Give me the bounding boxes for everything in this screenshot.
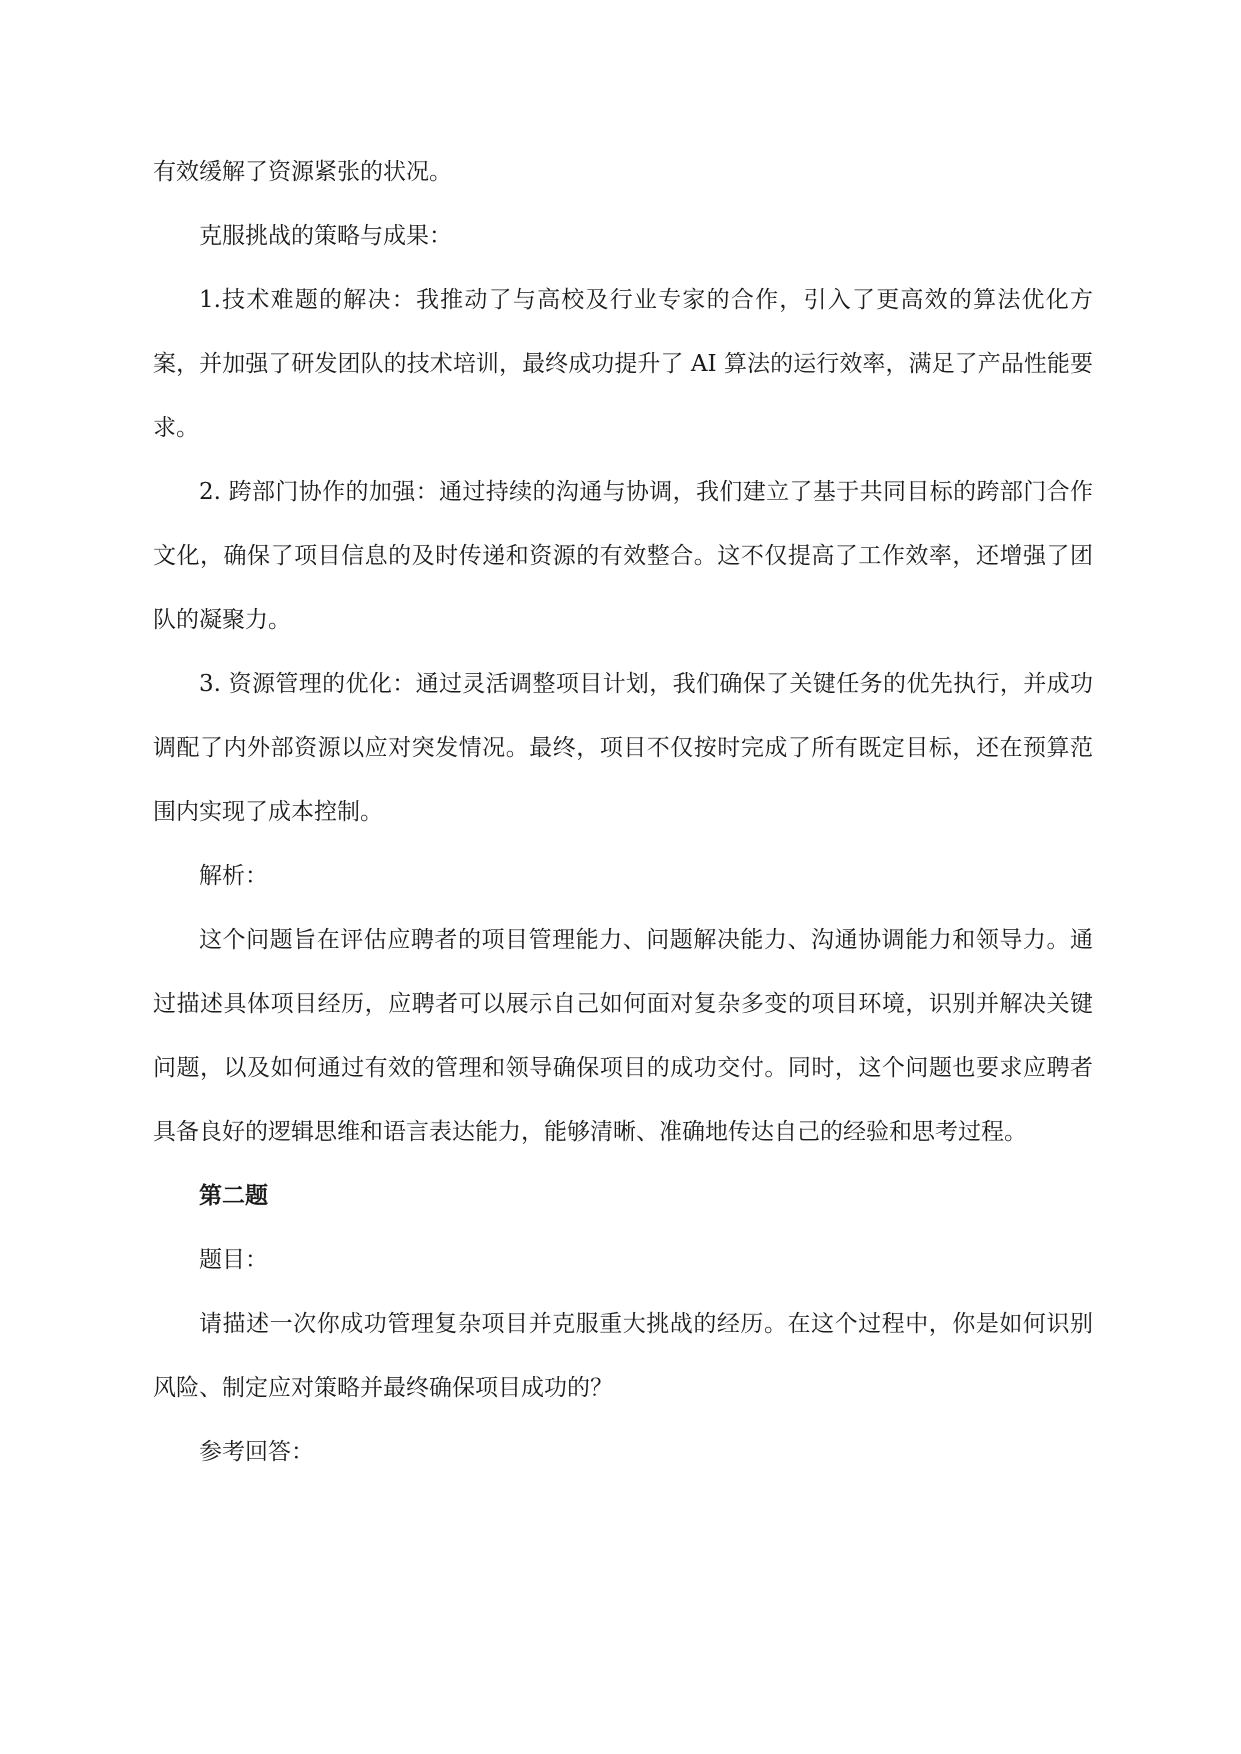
paragraph-item-3: 3. 资源管理的优化：通过灵活调整项目计划，我们确保了关键任务的优先执行，并成功调配了内外部资源以应对突发情况。最终，项目不仅按时完成了所有既定目标，还在预算范围内实现了成本控制。 xyxy=(153,671,1093,825)
paragraph-answer-label: 参考回答： xyxy=(199,1439,314,1465)
paragraph-analysis-label: 解析： xyxy=(199,863,268,889)
document-body xyxy=(153,140,1093,1484)
paragraph-analysis: 这个问题旨在评估应聘者的项目管理能力、问题解决能力、沟通协调能力和领导力。通过描述具体项目经历，应聘者可以展示自己如何面对复杂多变的项目环境，识别并解决关键问题，以及如何通过有效的管理和领导确保项目的成功交付。同时，这个问题也要求应聘者具备良好的逻辑思维和语言表达能力，能够清晰、准确地传达自己的经验和思考过程。 xyxy=(153,927,1093,1145)
paragraph-question: 请描述一次你成功管理复杂项目并克服重大挑战的经历。在这个过程中，你是如何识别风险、制定应对策略并最终确保项目成功的？ xyxy=(153,1311,1093,1401)
section-heading-question-2: 第二题 xyxy=(199,1182,268,1209)
paragraph-item-2: 2. 跨部门协作的加强：通过持续的沟通与协调，我们建立了基于共同目标的跨部门合作文化，确保了项目信息的及时传递和资源的有效整合。这不仅提高了工作效率，还增强了团队的凝聚力。 xyxy=(153,479,1093,633)
paragraph-strategy-heading: 克服挑战的策略与成果： xyxy=(199,223,452,249)
paragraph-question-label: 题目： xyxy=(199,1247,268,1273)
paragraph-item-1: 1.技术难题的解决：我推动了与高校及行业专家的合作，引入了更高效的算法优化方案，并加强了研发团队的技术培训，最终成功提升了 AI 算法的运行效率，满足了产品性能要求。 xyxy=(153,287,1093,441)
paragraph-continuation: 有效缓解了资源紧张的状况。 xyxy=(153,159,452,185)
